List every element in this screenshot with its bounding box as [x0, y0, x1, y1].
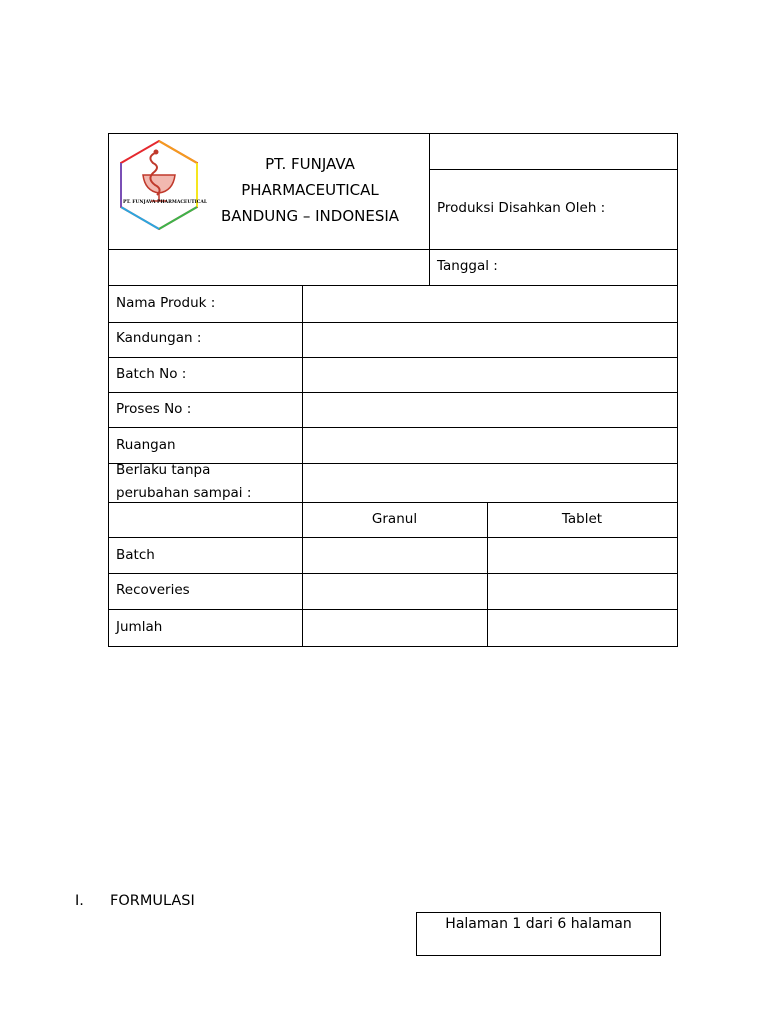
table-line [108, 392, 678, 393]
process-no-label: Proses No : [116, 401, 192, 417]
product-name-label: Nama Produk : [116, 295, 216, 311]
table-line [108, 573, 678, 574]
section-number: I. [75, 893, 84, 909]
section-title: FORMULASI [110, 893, 195, 909]
company-address: BANDUNG – INDONESIA [220, 207, 400, 225]
table-border-top [108, 133, 678, 134]
table-line [429, 133, 430, 285]
table-line [108, 537, 678, 538]
table-line [108, 609, 678, 610]
table-line [302, 285, 303, 646]
logo-text: PT. FUNJAVA PHARMACEUTICAL [123, 200, 207, 205]
table-line [429, 169, 678, 170]
approved-by-label: Produksi Disahkan Oleh : [437, 200, 606, 216]
batch-no-label: Batch No : [116, 366, 187, 382]
row-label-jumlah: Jumlah [116, 619, 163, 635]
company-logo [117, 139, 207, 231]
column-header-tablet: Tablet [561, 511, 603, 527]
table-line [108, 357, 678, 358]
table-border-left [108, 133, 109, 647]
table-line [108, 285, 678, 286]
valid-until-label-line1: Berlaku tanpa [116, 462, 211, 478]
room-label: Ruangan [116, 437, 176, 453]
page-indicator: Halaman 1 dari 6 halaman [416, 912, 661, 956]
row-label-batch: Batch [116, 547, 155, 563]
company-name-line2: PHARMACEUTICAL [241, 181, 379, 199]
company-name-line1: PT. FUNJAVA [265, 155, 355, 173]
table-border-bottom [108, 646, 678, 647]
content-label: Kandungan : [116, 330, 202, 346]
column-header-granul: Granul [371, 511, 418, 527]
table-line [108, 322, 678, 323]
logo-hexagon-icon [117, 139, 207, 231]
date-label: Tanggal : [437, 258, 498, 274]
row-label-recoveries: Recoveries [116, 582, 190, 598]
table-border-right [677, 133, 678, 647]
table-line [108, 427, 678, 428]
valid-until-label-line2: perubahan sampai : [116, 485, 252, 501]
table-line [108, 249, 678, 250]
